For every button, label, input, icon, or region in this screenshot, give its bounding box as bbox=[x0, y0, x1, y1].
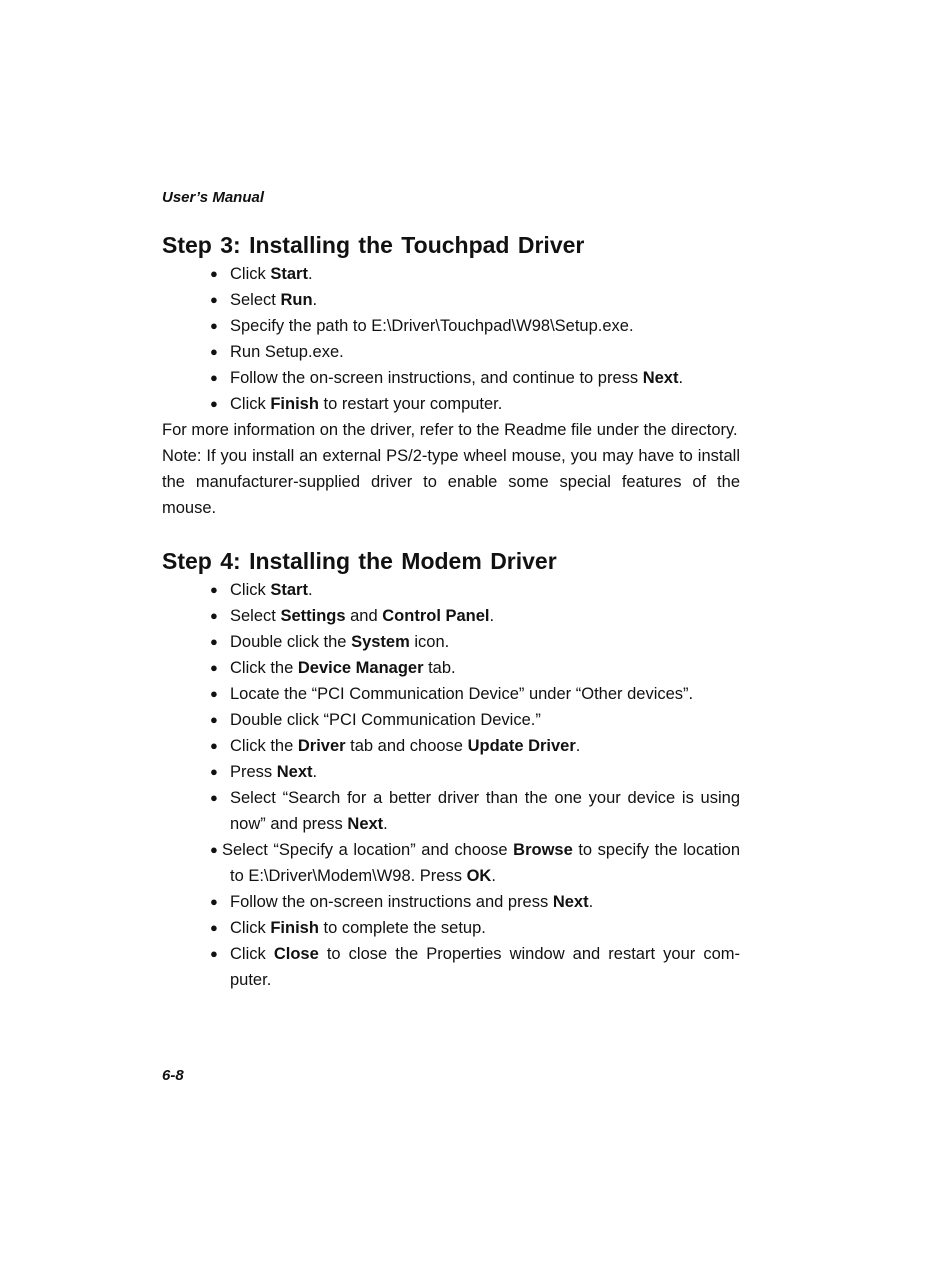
info-paragraph: For more information on the driver, refer to the Readme file under the directory. bbox=[162, 421, 738, 439]
step-list bbox=[162, 577, 740, 993]
list-item: ● Double click the System icon. bbox=[162, 629, 740, 655]
bullet-icon: ● bbox=[210, 946, 218, 961]
bullet-icon: ● bbox=[210, 842, 218, 857]
bullet-icon: ● bbox=[210, 660, 218, 675]
bullet-icon: ● bbox=[210, 920, 218, 935]
list-item: ● Locate the “PCI Communication Device” under “Other devices”. bbox=[162, 681, 740, 707]
list-item: ● Click Start. bbox=[162, 261, 740, 287]
bullet-icon: ● bbox=[210, 686, 218, 701]
list-item: ● Run Setup.exe. bbox=[162, 339, 740, 365]
section-heading: Step 4: Installing the Modem Driver bbox=[162, 548, 557, 574]
note-paragraph: Note: If you install an external PS/2-type wheel mouse, you may have to install the manufacturer-supplied driver to enable some special features of the mouse. bbox=[162, 447, 740, 517]
list-item: ● Specify the path to E:\Driver\Touchpad\W98\Setup.exe. bbox=[162, 313, 740, 339]
bullet-icon: ● bbox=[210, 712, 218, 727]
bullet-icon: ● bbox=[210, 318, 218, 333]
bullet-icon: ● bbox=[210, 894, 218, 909]
section-step4 bbox=[162, 545, 740, 993]
section-heading: Step 3: Installing the Touchpad Driver bbox=[162, 232, 585, 258]
bullet-icon: ● bbox=[210, 344, 218, 359]
bullet-icon: ● bbox=[210, 582, 218, 597]
list-item: ● Follow the on-screen instructions and press Next. bbox=[162, 889, 740, 915]
bullet-icon: ● bbox=[210, 608, 218, 623]
bullet-icon: ● bbox=[210, 790, 218, 805]
list-item: ● Click the Driver tab and choose Update Driver. bbox=[162, 733, 740, 759]
page-number: 6-8 bbox=[162, 1067, 184, 1084]
bullet-icon: ● bbox=[210, 764, 218, 779]
list-item: ● Click Finish to restart your computer. bbox=[162, 391, 740, 417]
list-item: ● Click the Device Manager tab. bbox=[162, 655, 740, 681]
bullet-icon: ● bbox=[210, 266, 218, 281]
list-item: ● Select Settings and Control Panel. bbox=[162, 603, 740, 629]
list-item: ● Press Next. bbox=[162, 759, 740, 785]
list-item: ● Follow the on-screen instructions, and continue to press Next. bbox=[162, 365, 740, 391]
bullet-icon: ● bbox=[210, 292, 218, 307]
list-item: ● Click Finish to complete the setup. bbox=[162, 915, 740, 941]
list-item: ● Click Start. bbox=[162, 577, 740, 603]
running-header: User’s Manual bbox=[162, 189, 264, 206]
manual-page bbox=[162, 0, 740, 1284]
bullet-icon: ● bbox=[210, 396, 218, 411]
bullet-icon: ● bbox=[210, 738, 218, 753]
bullet-icon: ● bbox=[210, 634, 218, 649]
bullet-icon: ● bbox=[210, 370, 218, 385]
list-item: ● Click Close to close the Properties window and restart your com-puter. bbox=[162, 941, 740, 993]
list-item: ● Select “Specify a location” and choose Browse to specify the location to E:\Driver\Modem\W98. Press OK. bbox=[162, 837, 740, 889]
section-step3 bbox=[162, 229, 740, 521]
list-item: ● Select “Search for a better driver than the one your device is using now” and press Next. bbox=[162, 785, 740, 837]
list-item: ● Double click “PCI Communication Device.” bbox=[162, 707, 740, 733]
step-list bbox=[162, 261, 740, 417]
list-item: ● Select Run. bbox=[162, 287, 740, 313]
